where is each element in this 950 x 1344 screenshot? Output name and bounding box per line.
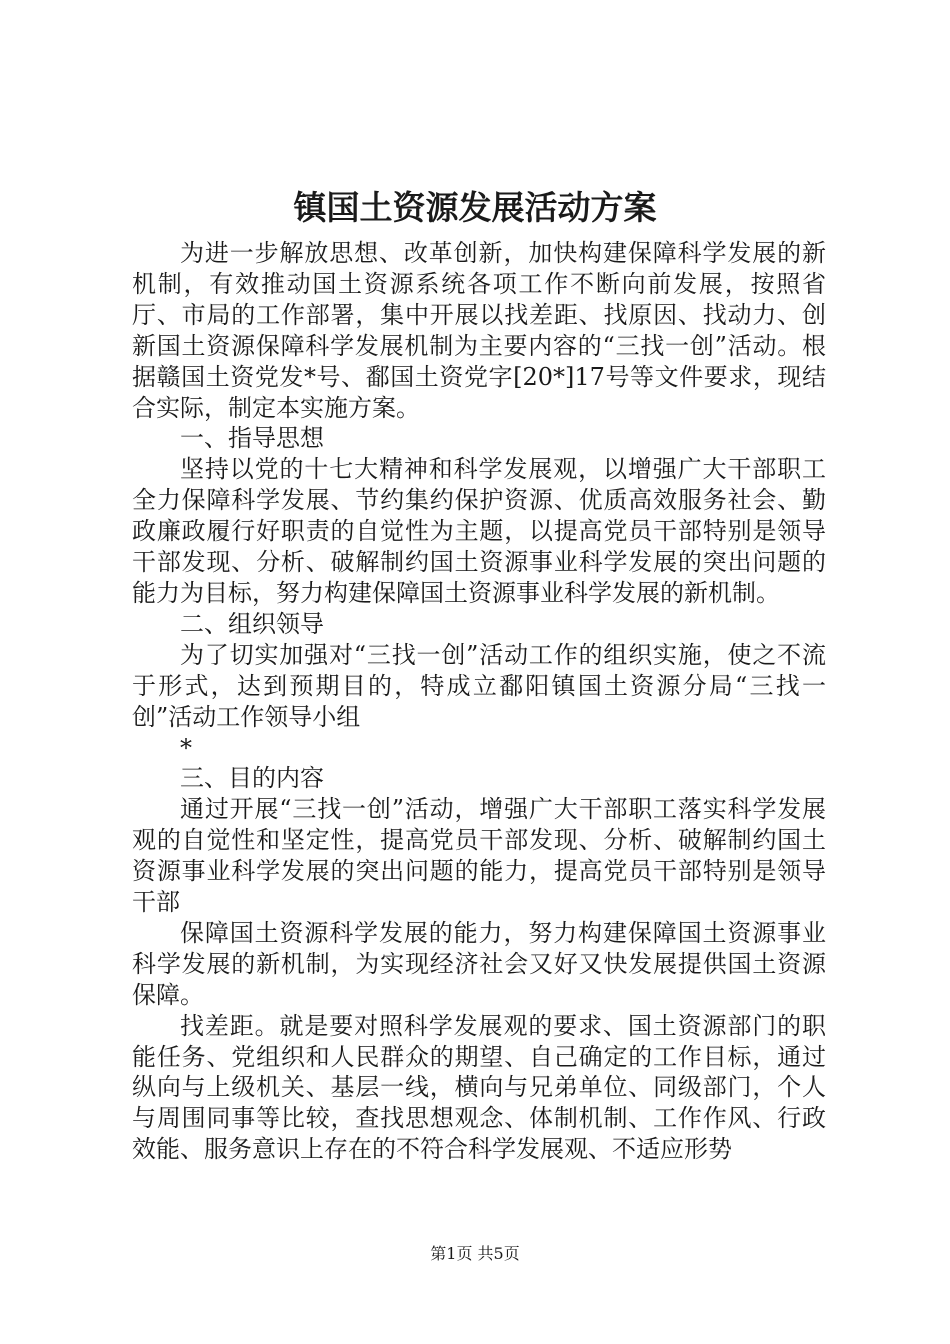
section-heading-organization: 二、组织领导 <box>180 609 324 638</box>
section-heading-guiding-thought: 一、指导思想 <box>180 424 324 453</box>
paragraph-purpose: 通过开展“三找一创”活动，增强广大干部职工落实科学发展观的自觉性和坚定性，提高党员干部发现、分析、破解制约国土资源事业科学发展的突出问题的能力，提高党员干部特别是领导干部 <box>132 795 826 917</box>
placeholder-asterisk: * <box>180 733 192 762</box>
paragraph-intro: 为进一步解放思想、改革创新，加快构建保障科学发展的新机制，有效推动国土资源系统各项工作不断向前发展，按照省厅、市局的工作部署，集中开展以找差距、找原因、找动力、创新国土资源保障科学发展机制为主要内容的“三找一创”活动。根据赣国土资党发*号、鄱国土资党字[20*]17号等文件要求，现结合实际，制定本实施方案。 <box>132 239 826 422</box>
paragraph-find-gaps: 找差距。就是要对照科学发展观的要求、国土资源部门的职能任务、党组织和人民群众的期望、自己确定的工作目标，通过纵向与上级机关、基层一线，横向与兄弟单位、同级部门，个人与周围同事等比较，查找思想观念、体制机制、工作作风、行政效能、服务意识上存在的不符合科学发展观、不适应形势 <box>132 1011 826 1164</box>
document-title: 镇国土资源发展活动方案 <box>293 188 657 227</box>
paragraph-guiding-thought: 坚持以党的十七大精神和科学发展观，以增强广大干部职工全力保障科学发展、节约集约保护资源、优质高效服务社会、勤政廉政履行好职责的自觉性为主题，以提高党员干部特别是领导干部发现、分析、破解制约国土资源事业科学发展的突出问题的能力为目标，努力构建保障国土资源事业科学发展的新机制。 <box>132 455 826 607</box>
document-body <box>132 238 826 1165</box>
paragraph-purpose-continued: 保障国土资源科学发展的能力，努力构建保障国土资源事业科学发展的新机制，为实现经济社会又好又快发展提供国土资源保障。 <box>132 918 826 1009</box>
section-heading-purpose: 三、目的内容 <box>180 764 324 793</box>
page-footer: 第1页 共5页 <box>430 1244 520 1263</box>
paragraph-organization: 为了切实加强对“三找一创”活动工作的组织实施，使之不流于形式，达到预期目的，特成立鄱阳镇国土资源分局“三找一创”活动工作领导小组 <box>132 640 826 731</box>
